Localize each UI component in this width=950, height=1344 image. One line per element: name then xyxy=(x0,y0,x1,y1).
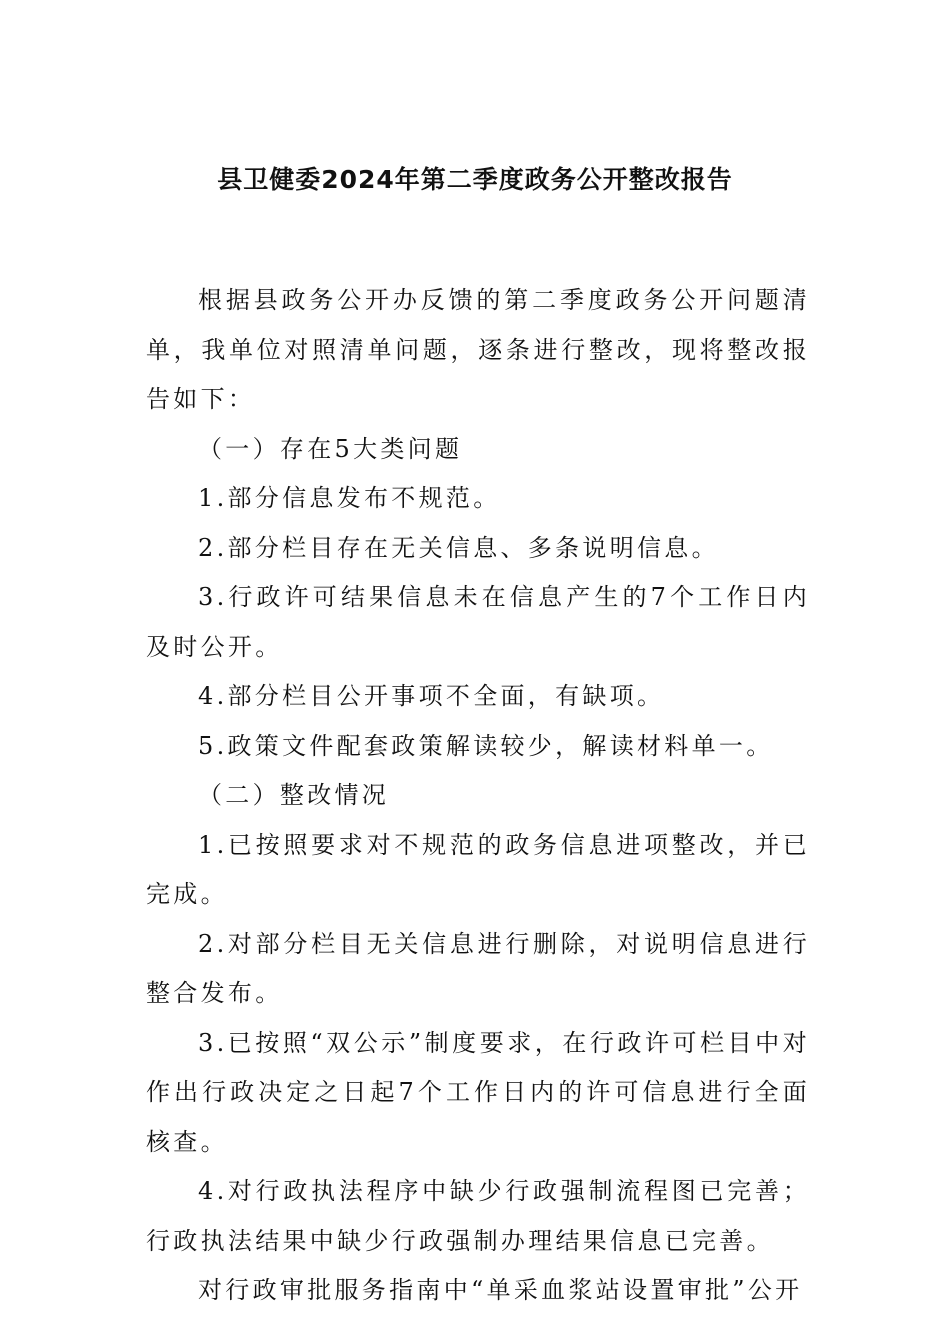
problem-item-1: 1.部分信息发布不规范。 xyxy=(198,484,501,512)
continuation-paragraph: 对行政审批服务指南中“单采血浆站设置审批”公开 xyxy=(198,1276,803,1304)
intro-paragraph: 根据县政务公开办反馈的第二季度政务公开问题清单，我单位对照清单问题，逐条进行整改，现将整改报告如下： xyxy=(146,286,810,413)
problem-item-4: 4.部分栏目公开事项不全面，有缺项。 xyxy=(198,682,665,710)
document-title: 县卫健委2024年第二季度政务公开整改报告 xyxy=(217,165,733,194)
rectification-item-4: 4.对行政执法程序中缺少行政强制流程图已完善；行政执法结果中缺少行政强制办理结果信息已完善。 xyxy=(146,1177,810,1255)
section-heading-rectification: （二）整改情况 xyxy=(198,781,390,809)
section-heading-problems: （一）存在5大类问题 xyxy=(198,434,463,463)
rectification-item-2: 2.对部分栏目无关信息进行删除，对说明信息进行整合发布。 xyxy=(146,929,810,1007)
document-body xyxy=(146,276,810,1316)
rectification-item-1: 1.已按照要求对不规范的政务信息进项整改，并已完成。 xyxy=(146,830,810,908)
problem-item-5: 5.政策文件配套政策解读较少，解读材料单一。 xyxy=(198,731,774,760)
problem-item-3: 3.行政许可结果信息未在信息产生的7个工作日内及时公开。 xyxy=(146,583,810,661)
problem-item-2: 2.部分栏目存在无关信息、多条说明信息。 xyxy=(198,533,719,562)
rectification-item-3: 3.已按照“双公示”制度要求，在行政许可栏目中对作出行政决定之日起7个工作日内的许可信息进行全面核查。 xyxy=(146,1028,810,1156)
